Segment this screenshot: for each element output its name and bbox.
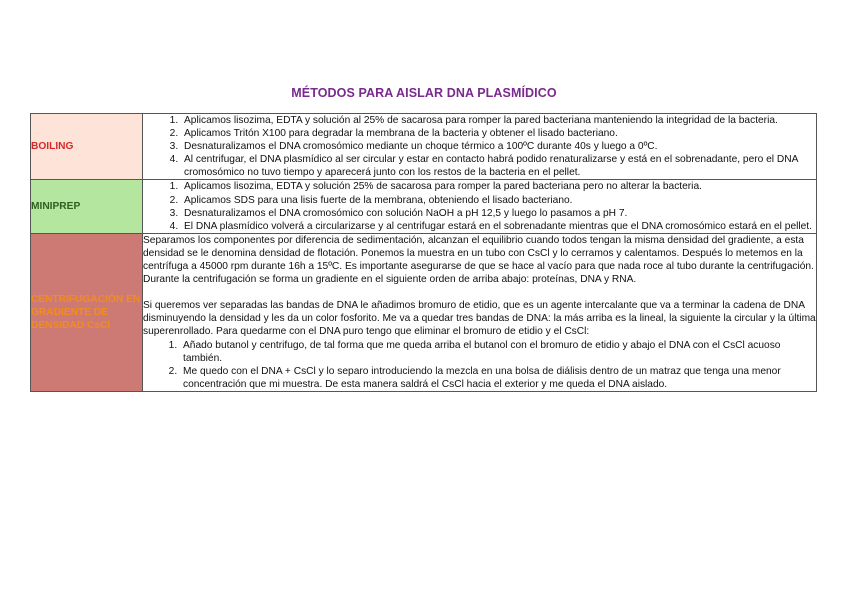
list-item: 4. Al centrifugar, el DNA plasmídico al ser circular y estar en contacto habrá podido renaturalizarse y está en el sobrenadante, pero el DNA cromosómico no tuvo tiempo y aparecerá junto con los restos de la bacteria en el pellet. bbox=[181, 153, 816, 179]
miniprep-label: MINIPREP bbox=[31, 180, 143, 233]
table-row-miniprep bbox=[31, 180, 817, 233]
centrifugacion-paragraph-1: Separamos los componentes por diferencia de sedimentación, alcanzan el equilibrio cuando todos tengan la misma densidad del gradiente, a esta densidad se le denomina densidad de flotación. Ponemos la muestra en un tubo con CsCl y lo cerramos y calentamos. Después lo metemos en la centrífuga a 45000 rpm durante 16h a 15ºC. Es importante asegurarse de que se hace al vacío para que nada roce al tubo durante la centrifugación. Durante la centrifugación se forma un gradiente en el siguiente orden de arriba abajo: proteínas, DNA y RNA. bbox=[143, 234, 814, 286]
miniprep-content bbox=[143, 180, 817, 233]
centrifugacion-content bbox=[143, 233, 817, 391]
centrifugacion-paragraph-2: Si queremos ver separadas las bandas de DNA le añadimos bromuro de etidio, que es un agente intercalante que va a terminar la cadena de DNA disminuyendo la densidad y les da un color fosforito. Me va a quedar tres bandas de DNA: la más arriba es la lineal, la siguiente la circular y la última superenrollado. Para quedarme con el DNA puro tengo que eliminar el bromuro de etidio y el CsCl: bbox=[143, 300, 816, 338]
methods-table bbox=[30, 113, 817, 392]
list-item: 2. Aplicamos Tritón X100 para degradar la membrana de la bacteria y obtener el lisado bacteriano. bbox=[181, 127, 816, 140]
boiling-steps bbox=[143, 114, 816, 179]
list-item: 2. Aplicamos SDS para una lisis fuerte de la membrana, obteniendo el lisado bacteriano. bbox=[181, 194, 816, 207]
centrifugacion-steps bbox=[143, 339, 816, 391]
list-item: 2. Me quedo con el DNA + CsCl y lo separo introduciendo la mezcla en una bolsa de diálisis dentro de un matraz que tenga una menor concentración que mi muestra. De esta manera saldrá el CsCl hacia el exterior y me queda el DNA aislado. bbox=[180, 365, 816, 391]
list-item: 1. Aplicamos lisozima, EDTA y solución 25% de sacarosa para romper la pared bacteriana pero no alterar la bacteria. bbox=[181, 180, 816, 193]
boiling-content bbox=[143, 114, 817, 180]
page-title: MÉTODOS PARA AISLAR DNA PLASMÍDICO bbox=[291, 86, 557, 100]
list-item: 4. El DNA plasmídico volverá a circularizarse y al centrifugar estará en el sobrenadante mientras que el DNA cromosómico estará en el pellet. bbox=[181, 220, 816, 233]
table-row-centrifugacion bbox=[31, 233, 817, 391]
list-item: 1. Aplicamos lisozima, EDTA y solución al 25% de sacarosa para romper la pared bacteriana manteniendo la integridad de la bacteria. bbox=[181, 114, 816, 127]
boiling-label: BOILING bbox=[31, 114, 143, 180]
list-item: 1. Añado butanol y centrifugo, de tal forma que me queda arriba el butanol con el bromuro de etidio y abajo el DNA con el CsCl acuoso también. bbox=[180, 339, 816, 365]
miniprep-steps bbox=[143, 180, 816, 232]
centrifugacion-label: CENTRIFUGACIÓN EN GRADIENTE DE DENSIDAD CsCl bbox=[31, 233, 143, 391]
table-row-boiling bbox=[31, 114, 817, 180]
list-item: 3. Desnaturalizamos el DNA cromosómico mediante un choque térmico a 100ºC durante 40s y luego a 0ºC. bbox=[181, 140, 816, 153]
list-item: 3. Desnaturalizamos el DNA cromosómico con solución NaOH a pH 12,5 y luego lo pasamos a pH 7. bbox=[181, 207, 816, 220]
